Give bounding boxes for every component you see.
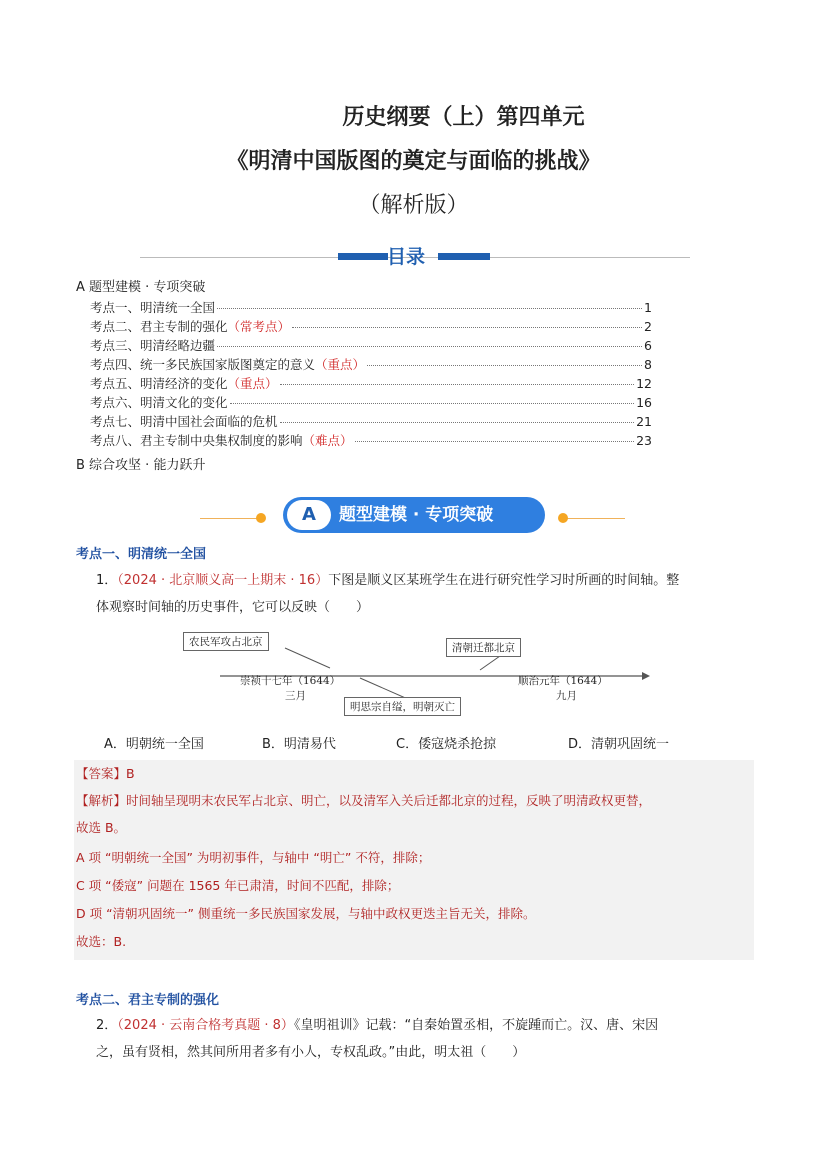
option-b[interactable]: B．明清易代 [262,737,336,752]
section-banner [283,497,545,533]
option-c[interactable]: C．倭寇烧杀抢掠 [396,737,497,752]
answer-line: 【答案】B [76,766,135,781]
option-a[interactable]: A．明朝统一全国 [104,737,204,752]
toc-heading: 目录 [387,246,426,268]
question-1-stem: 1．（2024 · 北京顺义高一上期末 · 16）下图是顺义区某班学生在进行研究性学习时所画的时间轴。整 体观察时间轴的历史事件，它可以反映（ ） [96,573,680,615]
banner-left-line [200,518,260,519]
question-source: （2024 · 北京顺义高一上期末 · 16） [117,573,329,588]
analysis-line-2: 故选 B。 [76,820,127,835]
analysis-conclusion: 故选：B. [76,934,127,949]
analysis-option-c: C 项 “倭寇” 问题在 1565 年已肃清，时间不匹配，排除； [76,878,400,893]
timeline-month-1: 三月 [285,690,306,702]
toc-heading-bar [140,242,690,268]
timeline-month-2: 九月 [556,690,577,702]
analysis-option-a: A 项 “明朝统一全国” 为明初事件，与轴中 “明亡” 不符，排除； [76,850,431,865]
doc-title-line3: （解析版） [358,193,469,218]
timeline-leader-3 [480,656,500,670]
toc-item[interactable]: 考点六、明清文化的变化 16 [90,395,652,410]
timeline-date-2: 顺治元年（1644） [518,675,608,687]
knowledge-point-2: 考点二、君主专制的强化 [76,993,220,1008]
toc-item[interactable]: 考点一、明清统一全国 1 [90,300,652,315]
analysis-line-1: 【解析】时间轴呈现明末农民军占北京、明亡，以及清军入关后迁都北京的过程，反映了明清政权更替， [76,793,652,808]
timeline-event-1: 农民军攻占北京 [183,632,269,651]
toc-item[interactable]: 考点七、明清中国社会面临的危机 21 [90,414,652,429]
question-source: （2024 · 云南合格考真题 · 8） [117,1018,294,1033]
toc-item[interactable]: 考点八、君主专制中央集权制度的影响 （难点） 23 [90,433,652,448]
option-d[interactable]: D．清朝巩固统一 [568,737,670,752]
analysis-option-d: D 项 “清朝巩固统一” 侧重统一多民族国家发展，与轴中政权更迭主旨无关，排除。 [76,906,536,921]
doc-title-line2: 《明清中国版图的奠定与面临的挑战》 [226,149,601,174]
timeline-date-1: 崇祯十七年（1644） [240,675,341,687]
toc-section-a[interactable]: A 题型建模 · 专项突破 [76,280,206,295]
banner-right-dot [558,513,568,523]
toc-section-b[interactable]: B 综合攻坚 · 能力跃升 [76,458,206,473]
banner-right-line [565,518,625,519]
timeline-event-3: 清朝迁都北京 [446,638,521,657]
toc-item[interactable]: 考点三、明清经略边疆 6 [90,338,652,353]
toc-item[interactable]: 考点四、统一多民族国家版图奠定的意义 （重点） 8 [90,357,652,372]
banner-text: 题型建模 · 专项突破 [339,505,494,525]
knowledge-point-1: 考点一、明清统一全国 [76,547,207,562]
toc-item[interactable]: 考点二、君主专制的强化 （常考点） 2 [90,319,652,334]
banner-letter: A [287,500,331,530]
banner-left-dot [256,513,266,523]
timeline-arrow [642,672,650,680]
timeline-leader-1 [285,648,330,668]
toc-item[interactable]: 考点五、明清经济的变化 （重点） 12 [90,376,652,391]
doc-title-line1: 历史纲要（上）第四单元 [342,105,585,130]
question-2-stem: 2．（2024 · 云南合格考真题 · 8）《皇明祖训》记载：“自秦始置丞相，不旋踵而亡。汉、唐、宋因 之，虽有贤相，然其间所用者多有小人，专权乱政。”由此，明太祖（ ） [96,1018,659,1060]
timeline-event-2: 明思宗自缢，明朝灭亡 [344,697,461,716]
